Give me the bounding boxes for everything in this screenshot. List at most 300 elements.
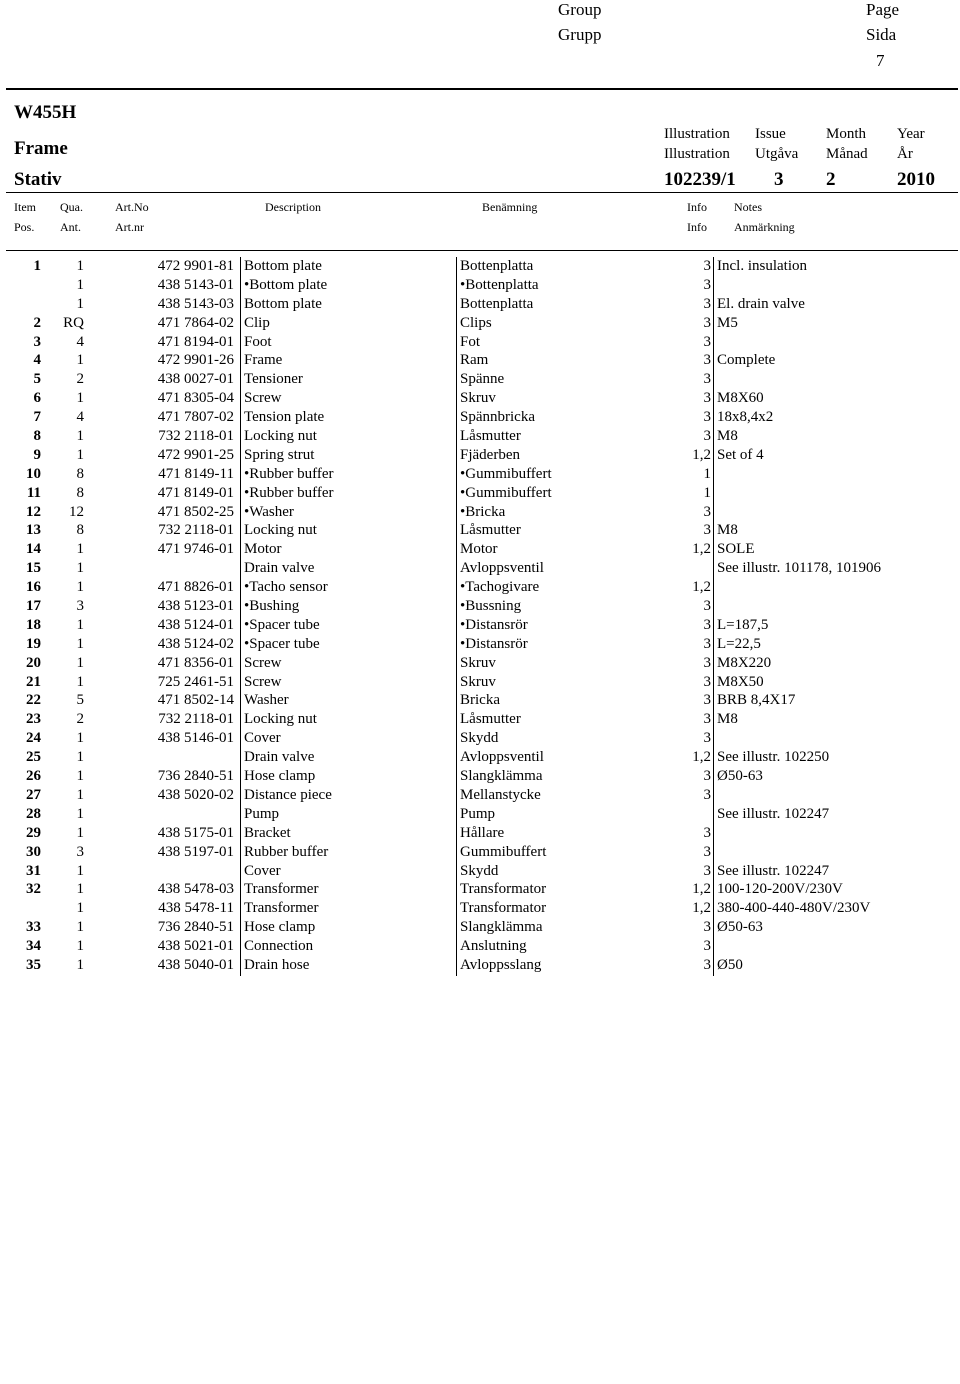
cell-description: Locking nut — [244, 711, 317, 728]
cell-quantity: 1 — [76, 258, 84, 274]
table-row — [0, 257, 960, 276]
cell-description: Drain valve — [244, 749, 315, 766]
cell-article-number: 438 0027-01 — [157, 371, 234, 388]
table-row — [0, 710, 960, 729]
cell-info: 1,2 — [692, 749, 711, 766]
cell-quantity: 1 — [76, 616, 84, 633]
cell-article-number: 732 2118-01 — [158, 522, 234, 539]
cell-article-number: 471 8149-01 — [157, 484, 234, 501]
cell-info: 3 — [703, 295, 711, 312]
cell-quantity: 2 — [76, 371, 84, 388]
cell-article-number: 725 2461-51 — [157, 673, 234, 690]
cell-quantity: 1 — [76, 673, 84, 690]
month-number: 2 — [826, 169, 836, 190]
cell-article-number: 438 5020-02 — [157, 786, 234, 803]
col-info-sv: Info — [687, 220, 707, 234]
cell-note: M5 — [717, 314, 738, 331]
cell-benamning: Skruv — [460, 654, 496, 671]
cell-article-number: 471 8502-25 — [157, 503, 234, 520]
table-row — [0, 691, 960, 710]
cell-benamning: Spänne — [460, 371, 505, 388]
cell-info: 3 — [703, 352, 711, 369]
table-row — [0, 767, 960, 786]
cell-quantity: 8 — [76, 522, 84, 539]
cell-description: Clip — [244, 314, 270, 331]
cell-item-number: 2 — [33, 314, 41, 331]
cell-article-number: 438 5124-01 — [157, 616, 234, 633]
cell-quantity: 8 — [76, 465, 84, 482]
cell-info: 3 — [703, 956, 711, 973]
table-row — [0, 616, 960, 635]
month-label-en: Month — [826, 126, 867, 142]
cell-article-number: 732 2118-01 — [158, 711, 234, 728]
col-benamning: Benämning — [482, 200, 538, 214]
page-number: 7 — [876, 51, 885, 70]
cell-note: M8 — [717, 711, 738, 728]
cell-benamning: Slangklämma — [460, 919, 543, 936]
cell-note: See illustr. 102247 — [717, 862, 830, 879]
cell-benamning: •Bricka — [460, 503, 506, 520]
cell-item-number: 26 — [26, 768, 41, 785]
cell-quantity: 12 — [69, 503, 84, 520]
table-row — [0, 805, 960, 824]
cell-quantity: 1 — [76, 295, 84, 312]
cell-description: Pump — [244, 805, 280, 822]
cell-article-number: 438 5123-01 — [157, 598, 234, 615]
cell-quantity: 3 — [76, 598, 84, 615]
table-row — [0, 597, 960, 616]
cell-item-number: 29 — [26, 824, 41, 841]
page-label-sv: Sida — [866, 25, 897, 44]
cell-benamning: Bottenplatta — [460, 258, 534, 274]
cell-quantity: 1 — [76, 390, 84, 407]
cell-note: Incl. insulation — [717, 258, 807, 274]
cell-quantity: 1 — [76, 938, 84, 955]
cell-item-number: 18 — [26, 616, 41, 633]
cell-article-number: 438 5478-03 — [157, 881, 234, 898]
cell-benamning: Gummibuffert — [460, 843, 547, 860]
cell-benamning: Pump — [460, 805, 496, 822]
cell-article-number: 472 9901-81 — [157, 258, 234, 274]
cell-description: •Washer — [244, 503, 294, 520]
table-row — [0, 351, 960, 370]
cell-item-number: 16 — [26, 579, 41, 596]
month-label-sv: Månad — [826, 146, 868, 162]
cell-description: Screw — [244, 390, 282, 407]
cell-info: 3 — [703, 276, 711, 293]
cell-info: 3 — [703, 843, 711, 860]
table-row — [0, 333, 960, 352]
cell-benamning: Skydd — [460, 730, 499, 747]
table-row — [0, 899, 960, 918]
cell-benamning: •Tachogivare — [460, 579, 540, 596]
cell-item-number: 17 — [26, 598, 41, 615]
cell-info: 1,2 — [692, 541, 711, 558]
cell-description: •Bottom plate — [244, 276, 328, 293]
cell-item-number: 22 — [26, 692, 41, 709]
cell-info: 3 — [703, 598, 711, 615]
table-row — [0, 465, 960, 484]
cell-item-number: 4 — [33, 352, 41, 369]
cell-quantity: 1 — [76, 541, 84, 558]
cell-note: See illustr. 101178, 101906 — [717, 560, 882, 577]
cell-article-number: 732 2118-01 — [158, 428, 234, 445]
cell-benamning: Skydd — [460, 862, 499, 879]
table-row — [0, 446, 960, 465]
cell-info: 3 — [703, 673, 711, 690]
col-artno-sv: Art.nr — [115, 220, 144, 234]
cell-quantity: 1 — [76, 862, 84, 879]
cell-article-number: 438 5143-01 — [157, 276, 234, 293]
header-top-rule — [6, 88, 958, 90]
cell-article-number: 471 9746-01 — [157, 541, 234, 558]
cell-description: •Rubber buffer — [244, 465, 334, 482]
cell-article-number: 471 7864-02 — [157, 314, 234, 331]
cell-benamning: Spännbricka — [460, 409, 535, 426]
cell-benamning: Låsmutter — [460, 522, 521, 539]
cell-info: 3 — [703, 938, 711, 955]
cell-description: Transformer — [244, 900, 319, 917]
cell-description: Washer — [244, 692, 289, 709]
cell-info: 1,2 — [692, 579, 711, 596]
year-label-en: Year — [897, 126, 925, 142]
cell-description: Hose clamp — [244, 768, 316, 785]
cell-description: Distance piece — [244, 786, 332, 803]
cell-quantity: 1 — [76, 579, 84, 596]
cell-note: 18x8,4x2 — [717, 409, 774, 426]
group-label-sv: Grupp — [558, 25, 602, 44]
cell-info: 3 — [703, 768, 711, 785]
cell-info: 3 — [703, 314, 711, 331]
cell-quantity: 4 — [76, 409, 84, 426]
cell-benamning: Avloppsslang — [460, 956, 542, 973]
col-artno-en: Art.No — [115, 200, 149, 214]
cell-info: 3 — [703, 428, 711, 445]
cell-description: Screw — [244, 654, 282, 671]
cell-note: M8 — [717, 428, 738, 445]
cell-article-number: 438 5143-03 — [157, 295, 234, 312]
cell-item-number: 24 — [26, 730, 41, 747]
cell-article-number: 438 5478-11 — [158, 900, 234, 917]
cell-quantity: 1 — [76, 560, 84, 577]
cell-quantity: 1 — [76, 881, 84, 898]
cell-description: •Tacho sensor — [244, 579, 328, 596]
cell-benamning: Låsmutter — [460, 711, 521, 728]
cell-description: •Spacer tube — [244, 635, 320, 652]
cell-description: Cover — [244, 730, 281, 747]
cell-quantity: 1 — [76, 824, 84, 841]
cell-quantity: 1 — [76, 768, 84, 785]
cell-note: Complete — [717, 352, 776, 369]
cell-quantity: 1 — [76, 749, 84, 766]
cell-note: L=22,5 — [717, 635, 761, 652]
cell-benamning: •Bussning — [460, 598, 522, 615]
table-row — [0, 521, 960, 540]
cell-article-number: 736 2840-51 — [157, 768, 234, 785]
cell-description: Frame — [244, 352, 283, 369]
cell-item-number: 21 — [26, 673, 41, 690]
table-row — [0, 937, 960, 956]
cell-item-number: 30 — [26, 843, 41, 860]
cell-benamning: Slangklämma — [460, 768, 543, 785]
issue-label-en: Issue — [755, 126, 786, 142]
table-row — [0, 540, 960, 559]
cell-item-number: 34 — [26, 938, 41, 955]
col-qua-en: Qua. — [60, 200, 83, 214]
cell-quantity: 1 — [76, 352, 84, 369]
cell-benamning: Bottenplatta — [460, 295, 534, 312]
cell-item-number: 7 — [33, 409, 41, 426]
cell-item-number: 3 — [33, 333, 41, 350]
cell-quantity: 1 — [76, 919, 84, 936]
cell-description: Screw — [244, 673, 282, 690]
cell-article-number: 471 8194-01 — [157, 333, 234, 350]
cell-description: •Bushing — [244, 598, 300, 615]
cell-quantity: 1 — [76, 786, 84, 803]
cell-article-number: 438 5040-01 — [157, 956, 234, 973]
cell-benamning: Låsmutter — [460, 428, 521, 445]
cell-note: M8X220 — [717, 654, 772, 671]
col-description: Description — [265, 200, 321, 214]
page-label-en: Page — [866, 0, 900, 19]
cell-info: 3 — [703, 919, 711, 936]
cell-description: •Spacer tube — [244, 616, 320, 633]
cell-article-number: 736 2840-51 — [157, 919, 234, 936]
title-sv: Stativ — [14, 169, 62, 190]
cell-article-number: 471 7807-02 — [157, 409, 234, 426]
table-row — [0, 654, 960, 673]
cell-info: 3 — [703, 503, 711, 520]
cell-info: 3 — [703, 390, 711, 407]
col-item-en: Item — [14, 200, 36, 214]
cell-note: Ø50 — [717, 956, 743, 973]
cell-quantity: 1 — [76, 446, 84, 463]
cell-info: 1 — [703, 484, 711, 501]
cell-benamning: Fot — [460, 333, 481, 350]
cell-benamning: Ram — [460, 352, 489, 369]
cell-quantity: 3 — [76, 843, 84, 860]
table-row — [0, 824, 960, 843]
year-label-sv: År — [897, 146, 913, 162]
table-row — [0, 843, 960, 862]
cell-quantity: 1 — [76, 956, 84, 973]
table-row — [0, 503, 960, 522]
cell-article-number: 472 9901-25 — [157, 446, 234, 463]
cell-item-number: 28 — [26, 805, 41, 822]
cell-note: 380-400-440-480V/230V — [717, 900, 871, 917]
cell-item-number: 15 — [26, 560, 41, 577]
cell-info: 3 — [703, 616, 711, 633]
cell-description: Drain hose — [244, 956, 310, 973]
cell-description: Tension plate — [244, 409, 325, 426]
cell-note: M8X60 — [717, 390, 764, 407]
cell-article-number: 438 5197-01 — [157, 843, 234, 860]
cell-benamning: Transformator — [460, 900, 547, 917]
cell-note: See illustr. 102247 — [717, 805, 830, 822]
cell-info: 3 — [703, 522, 711, 539]
cell-benamning: Transformator — [460, 881, 547, 898]
cell-description: •Rubber buffer — [244, 484, 334, 501]
cell-quantity: 4 — [76, 333, 84, 350]
cell-item-number: 11 — [26, 484, 41, 501]
cell-info: 3 — [703, 824, 711, 841]
cell-item-number: 12 — [26, 503, 41, 520]
cell-item-number: 13 — [26, 522, 41, 539]
cell-item-number: 23 — [26, 711, 41, 728]
cell-item-number: 32 — [26, 881, 41, 898]
cell-description: Rubber buffer — [244, 843, 329, 860]
table-row — [0, 748, 960, 767]
cell-article-number: 471 8502-14 — [157, 692, 234, 709]
cell-benamning: Motor — [460, 541, 498, 558]
cell-info: 3 — [703, 258, 711, 274]
cell-info: 3 — [703, 711, 711, 728]
cell-info: 3 — [703, 409, 711, 426]
cell-note: Ø50-63 — [717, 768, 763, 785]
cell-benamning: •Gummibuffert — [460, 484, 552, 501]
cell-info: 3 — [703, 635, 711, 652]
cell-description: Motor — [244, 541, 282, 558]
cell-description: Foot — [244, 333, 272, 350]
cell-item-number: 19 — [26, 635, 41, 652]
cell-info: 1,2 — [692, 446, 711, 463]
cell-info: 3 — [703, 786, 711, 803]
cell-info: 3 — [703, 654, 711, 671]
cell-item-number: 20 — [26, 654, 41, 671]
table-row — [0, 276, 960, 295]
table-row — [0, 729, 960, 748]
cell-article-number: 472 9901-26 — [157, 352, 234, 369]
illustration-label-sv: Illustration — [664, 146, 730, 162]
cell-note: Ø50-63 — [717, 919, 763, 936]
cell-note: Set of 4 — [717, 446, 764, 463]
cell-benamning: •Bottenplatta — [460, 276, 539, 293]
cell-info: 1 — [703, 465, 711, 482]
table-row — [0, 578, 960, 597]
cell-article-number: 438 5146-01 — [157, 730, 234, 747]
cell-benamning: Avloppsventil — [460, 560, 544, 577]
issue-number: 3 — [774, 169, 784, 190]
cell-info: 3 — [703, 371, 711, 388]
cell-quantity: 1 — [76, 654, 84, 671]
cell-quantity: 2 — [76, 711, 84, 728]
cell-item-number: 25 — [26, 749, 41, 766]
table-row — [0, 408, 960, 427]
parts-list — [0, 257, 960, 975]
cell-note: M8X50 — [717, 673, 764, 690]
cell-description: Locking nut — [244, 428, 317, 445]
cell-item-number: 6 — [33, 390, 41, 407]
table-row — [0, 956, 960, 975]
table-row — [0, 484, 960, 503]
cell-benamning: Avloppsventil — [460, 749, 544, 766]
model-code: W455H — [14, 102, 77, 123]
cell-note: SOLE — [717, 541, 755, 558]
cell-benamning: •Gummibuffert — [460, 465, 552, 482]
cell-description: Bottom plate — [244, 295, 322, 312]
cell-description: Bracket — [244, 824, 291, 841]
cell-benamning: •Distansrör — [460, 635, 528, 652]
table-row — [0, 673, 960, 692]
cell-info: 3 — [703, 333, 711, 350]
table-row — [0, 559, 960, 578]
table-row — [0, 370, 960, 389]
cell-item-number: 1 — [33, 258, 41, 274]
issue-label-sv: Utgåva — [755, 146, 799, 162]
cell-description: Cover — [244, 862, 281, 879]
cell-article-number: 438 5124-02 — [157, 635, 234, 652]
cell-description: Locking nut — [244, 522, 317, 539]
table-row — [0, 635, 960, 654]
table-row — [0, 880, 960, 899]
cell-note: M8 — [717, 522, 738, 539]
cell-article-number: 471 8356-01 — [157, 654, 234, 671]
cell-quantity: 1 — [76, 276, 84, 293]
table-row — [0, 786, 960, 805]
table-row — [0, 389, 960, 408]
cell-quantity: 1 — [76, 635, 84, 652]
group-label-en: Group — [558, 0, 602, 19]
cell-description: Spring strut — [244, 446, 315, 463]
cell-benamning: Anslutning — [460, 938, 527, 955]
cell-quantity: 1 — [76, 428, 84, 445]
table-row — [0, 314, 960, 333]
illustration-number: 102239/1 — [664, 169, 736, 190]
cell-item-number: 9 — [33, 446, 41, 463]
cell-note: BRB 8,4X17 — [717, 692, 796, 709]
cell-benamning: •Distansrör — [460, 616, 528, 633]
cell-item-number: 35 — [26, 956, 41, 973]
cell-item-number: 14 — [26, 541, 41, 558]
cell-description: Drain valve — [244, 560, 315, 577]
illustration-label-en: Illustration — [664, 126, 730, 142]
cell-description: Tensioner — [244, 371, 303, 388]
cell-benamning: Skruv — [460, 390, 496, 407]
cell-note: El. drain valve — [717, 295, 805, 312]
table-row — [0, 295, 960, 314]
col-info-en: Info — [687, 200, 707, 214]
cell-note: L=187,5 — [717, 616, 769, 633]
col-item-sv: Pos. — [14, 220, 35, 234]
cell-article-number: 438 5175-01 — [157, 824, 234, 841]
cell-benamning: Hållare — [460, 824, 505, 841]
col-notes: Notes — [734, 200, 762, 214]
cell-item-number: 31 — [26, 862, 41, 879]
cell-info: 3 — [703, 730, 711, 747]
cell-note: See illustr. 102250 — [717, 749, 830, 766]
cell-article-number: 471 8826-01 — [157, 579, 234, 596]
table-row — [0, 862, 960, 881]
cell-quantity: RQ — [63, 314, 84, 331]
cell-item-number: 27 — [26, 786, 41, 803]
year-number: 2010 — [897, 169, 935, 190]
cell-info: 3 — [703, 692, 711, 709]
cell-benamning: Bricka — [460, 692, 500, 709]
cell-benamning: Mellanstycke — [460, 786, 541, 803]
cell-description: Transformer — [244, 881, 319, 898]
cell-item-number: 33 — [26, 919, 41, 936]
cell-description: Connection — [244, 938, 314, 955]
cell-benamning: Skruv — [460, 673, 496, 690]
cell-article-number: 438 5021-01 — [157, 938, 234, 955]
cell-quantity: 1 — [76, 730, 84, 747]
cell-benamning: Clips — [460, 314, 492, 331]
col-anmarkning: Anmärkning — [734, 220, 795, 234]
col-qua-sv: Ant. — [60, 220, 81, 234]
cell-quantity: 1 — [76, 900, 84, 917]
cell-quantity: 5 — [76, 692, 84, 709]
cell-item-number: 10 — [26, 465, 41, 482]
